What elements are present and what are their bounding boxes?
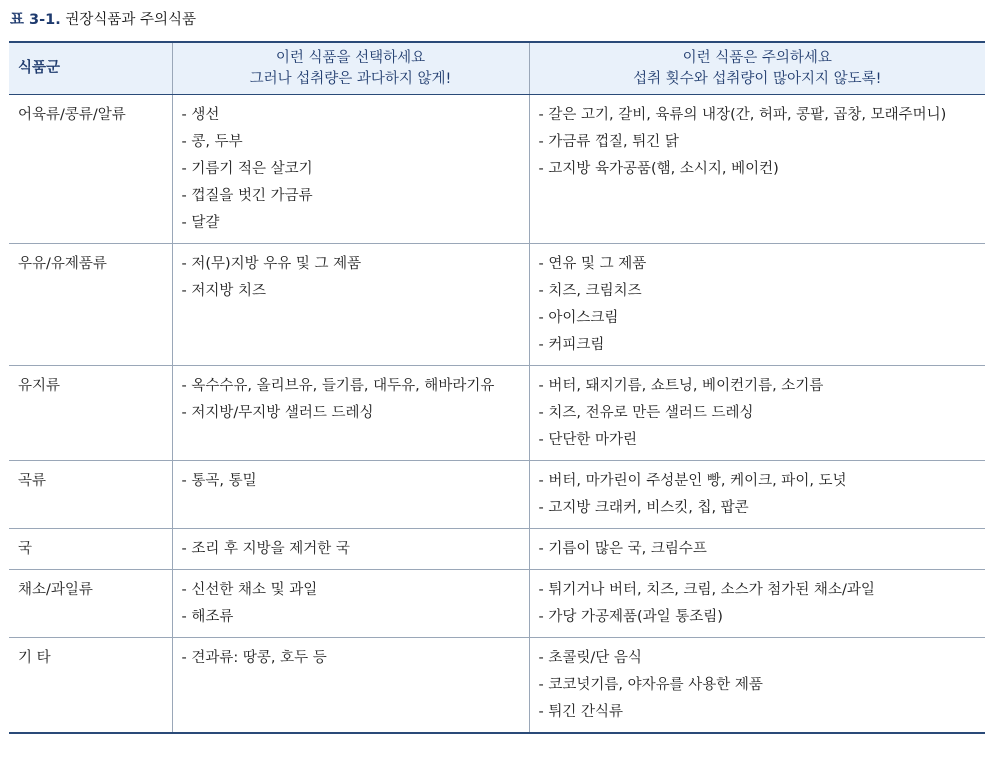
recommended-cell	[172, 529, 529, 570]
recommended-cell	[172, 570, 529, 638]
caution-item: - 튀긴 간식류	[538, 704, 623, 720]
recommended-item: - 달걀	[181, 215, 220, 231]
food-group-cell: 우유/유제품류	[9, 244, 172, 366]
caution-item: - 코코넛기름, 야자유를 사용한 제품	[538, 677, 763, 693]
table-row	[9, 570, 985, 638]
recommended-cell	[172, 461, 529, 529]
recommended-item: - 통곡, 통밀	[181, 473, 257, 489]
table-number: 표 3-1.	[10, 12, 61, 28]
recommended-item: - 저지방/무지방 샐러드 드레싱	[181, 405, 374, 421]
recommended-item: - 콩, 두부	[181, 134, 243, 150]
food-group-cell: 기 타	[9, 638, 172, 734]
recommended-item: - 기름기 적은 살코기	[181, 161, 313, 177]
food-table	[9, 41, 985, 734]
header-row	[9, 42, 985, 95]
food-group-cell: 어육류/콩류/알류	[9, 95, 172, 244]
table-title: 권장식품과 주의식품	[65, 12, 197, 28]
food-group-cell: 유지류	[9, 366, 172, 461]
caution-cell	[529, 95, 985, 244]
food-group-cell: 곡류	[9, 461, 172, 529]
caution-item: - 고지방 육가공품(햄, 소시지, 베이컨)	[538, 161, 779, 177]
caution-cell	[529, 461, 985, 529]
food-group-cell: 채소/과일류	[9, 570, 172, 638]
recommended-item: - 생선	[181, 107, 220, 123]
caution-item: - 초콜릿/단 음식	[538, 650, 642, 666]
header-caution-line: 섭취 횟수와 섭취량이 많아지지 않도록!	[633, 70, 882, 87]
recommended-cell	[172, 366, 529, 461]
table-caption	[10, 8, 196, 29]
caution-item: - 튀기거나 버터, 치즈, 크림, 소스가 첨가된 채소/과일	[538, 582, 875, 598]
recommended-item: - 껍질을 벗긴 가금류	[181, 188, 313, 204]
caution-item: - 치즈, 전유로 만든 샐러드 드레싱	[538, 405, 754, 421]
header-recommended-line: 이런 식품을 선택하세요	[275, 49, 426, 66]
caution-item: - 아이스크림	[538, 310, 619, 326]
table-row	[9, 244, 985, 366]
caution-item: - 고지방 크래커, 비스킷, 칩, 팝콘	[538, 500, 749, 516]
recommended-item: - 저(무)지방 우유 및 그 제품	[181, 256, 362, 272]
caution-item: - 가금류 껍질, 튀긴 닭	[538, 134, 679, 150]
caution-cell	[529, 244, 985, 366]
recommended-item: - 조리 후 지방을 제거한 국	[181, 541, 350, 557]
recommended-cell	[172, 638, 529, 734]
caution-item: - 단단한 마가린	[538, 432, 637, 448]
caution-item: - 버터, 돼지기름, 쇼트닝, 베이컨기름, 소기름	[538, 378, 824, 394]
recommended-item: - 저지방 치즈	[181, 283, 266, 299]
table-row	[9, 461, 985, 529]
recommended-item: - 해조류	[181, 609, 234, 625]
caution-item: - 기름이 많은 국, 크림수프	[538, 541, 707, 557]
table-row	[9, 95, 985, 244]
caution-item: - 연유 및 그 제품	[538, 256, 647, 272]
recommended-cell	[172, 95, 529, 244]
caution-cell	[529, 570, 985, 638]
food-group-cell: 국	[9, 529, 172, 570]
caution-cell	[529, 529, 985, 570]
header-caution-line: 이런 식품은 주의하세요	[682, 49, 832, 66]
caution-item: - 가당 가공제품(과일 통조림)	[538, 609, 723, 625]
table-row	[9, 529, 985, 570]
header-recommended	[172, 42, 529, 95]
header-recommended-line: 그러나 섭취량은 과다하지 않게!	[249, 70, 452, 87]
caution-item: - 갈은 고기, 갈비, 육류의 내장(간, 허파, 콩팥, 곱창, 모래주머니)	[538, 107, 947, 123]
recommended-item: - 옥수수유, 올리브유, 들기름, 대두유, 해바라기유	[181, 378, 495, 394]
table-row	[9, 638, 985, 734]
caution-cell	[529, 638, 985, 734]
caution-item: - 치즈, 크림치즈	[538, 283, 642, 299]
header-caution	[529, 42, 985, 95]
recommended-item: - 신선한 채소 및 과일	[181, 582, 318, 598]
caution-item: - 버터, 마가린이 주성분인 빵, 케이크, 파이, 도넛	[538, 473, 847, 489]
caution-item: - 커피크림	[538, 337, 605, 353]
recommended-item: - 견과류: 땅콩, 호두 등	[181, 650, 327, 666]
header-food-group: 식품군	[9, 42, 172, 95]
table-row	[9, 366, 985, 461]
recommended-cell	[172, 244, 529, 366]
caution-cell	[529, 366, 985, 461]
